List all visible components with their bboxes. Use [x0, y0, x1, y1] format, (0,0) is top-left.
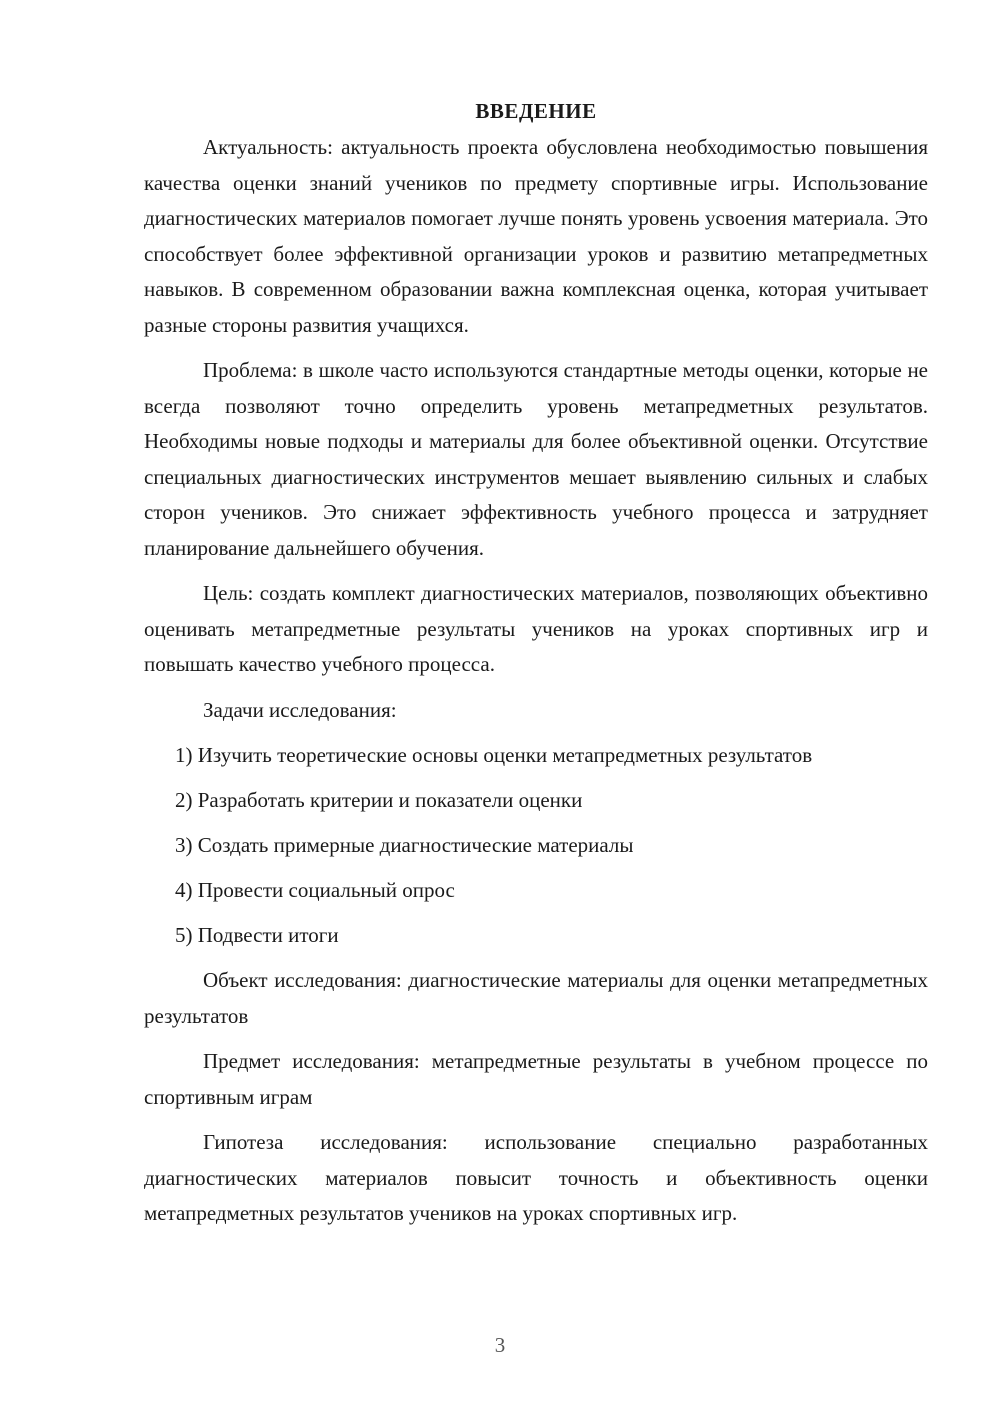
tasks-list [144, 738, 928, 954]
subject-paragraph: Предмет исследования: метапредметные результаты в учебном процессе по спортивным играм [144, 1049, 928, 1109]
task-item: 5) Подвести итоги [175, 923, 339, 947]
relevance-paragraph: Актуальность: актуальность проекта обусловлена необходимостью повышения качества оценки знаний учеников по предмету спортивные игры. Использование диагностических материалов помогает лучше понять уровень усвоения материала. Это способствует более эффективной организации уроков и развитию метапредметных навыков. В современном образовании важна комплексная оценка, которая учитывает разные стороны развития учащихся. [144, 135, 928, 337]
document-page [144, 96, 928, 1242]
task-item: 1) Изучить теоретические основы оценки метапредметных результатов [175, 743, 813, 767]
problem-paragraph: Проблема: в школе часто используются стандартные методы оценки, которые не всегда позволяют точно определить уровень метапредметных результатов. Необходимы новые подходы и материалы для более объективной оценки. Отсутствие специальных диагностических инструментов мешает выявлению сильных и слабых сторон учеников. Это снижает эффективность учебного процесса и затрудняет планирование дальнейшего обучения. [144, 358, 928, 560]
task-item: 3) Создать примерные диагностические материалы [175, 833, 634, 857]
task-item: 2) Разработать критерии и показатели оценки [175, 788, 583, 812]
hypothesis-paragraph: Гипотеза исследования: использование специально разработанных диагностических материалов повысит точность и объективность оценки метапредметных результатов учеников на уроках спортивных игр. [144, 1130, 928, 1225]
section-title: ВВЕДЕНИЕ [475, 99, 597, 123]
task-item: 4) Провести социальный опрос [175, 878, 455, 902]
tasks-heading: Задачи исследования: [203, 697, 397, 722]
object-paragraph: Объект исследования: диагностические материалы для оценки метапредметных результатов [144, 968, 928, 1028]
page-number: 3 [494, 1333, 506, 1357]
goal-paragraph: Цель: создать комплект диагностических материалов, позволяющих объективно оценивать метапредметные результаты учеников на уроках спортивных игр и повышать качество учебного процесса. [144, 581, 928, 676]
